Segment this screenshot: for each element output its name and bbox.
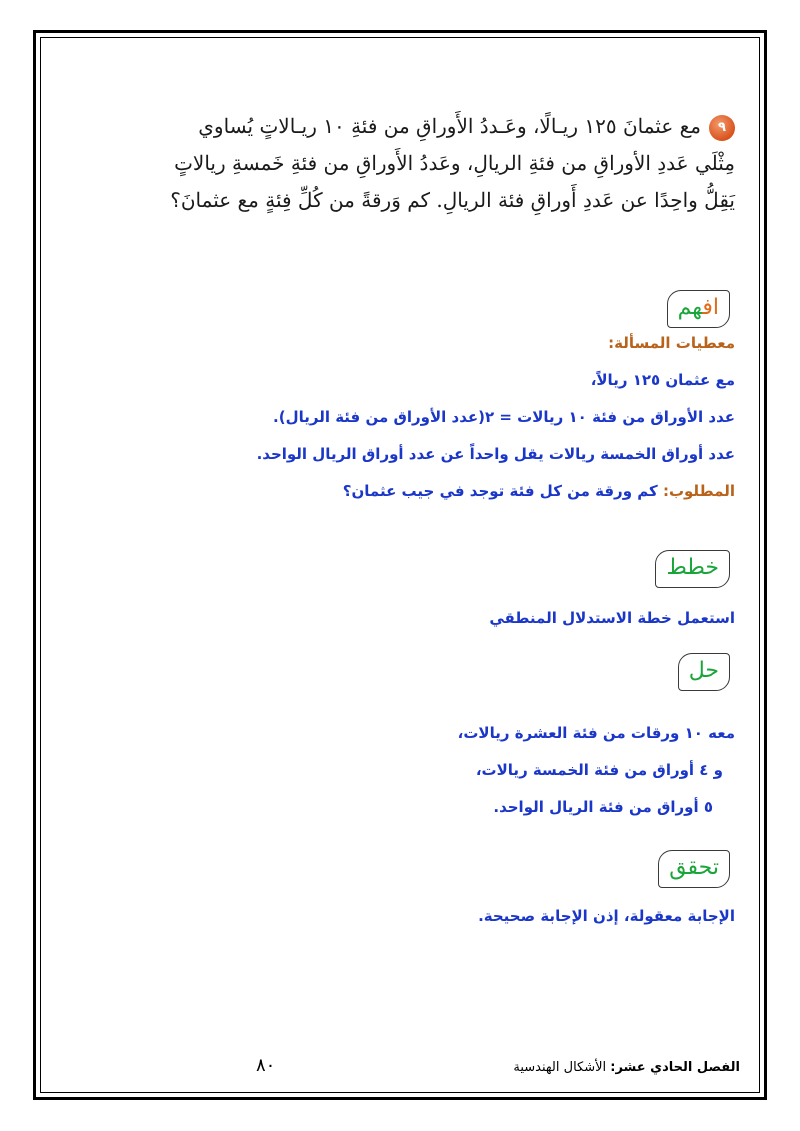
footer-chapter: الفصل الحادي عشر:	[610, 1060, 740, 1075]
given-line: عدد أوراق الخمسة ريالات يقل واحداً عن عدد أوراق الريال الواحد.	[256, 445, 735, 463]
tab-solve: حل	[678, 653, 730, 691]
plan-section	[70, 600, 735, 637]
problem-line: مِثْلَي عَددِ الأوراقِ من فئةِ الريالِ، وعَددُ الأَوراقِ من فئةِ خَمسةِ ريالاتٍ	[174, 151, 735, 175]
givens-title: معطيات المسألة:	[608, 334, 735, 352]
page-number: ٨٠	[256, 1055, 276, 1076]
solve-section	[70, 715, 735, 826]
problem-line: يَقِلُّ واحِدًا عن عَددِ أَوراقِ فئة الريالِ. كم وَرقةً من كُلِّ فِئةٍ مع عثمانَ؟	[170, 188, 735, 212]
check-section	[70, 898, 735, 935]
solve-line: ٥ أوراق من فئة الريال الواحد.	[493, 798, 713, 816]
problem-number-badge: ٩	[709, 115, 735, 141]
problem-line	[70, 108, 735, 145]
required-text: كم ورقة من كل فئة توجد في جيب عثمان؟	[342, 482, 663, 500]
given-line: عدد الأوراق من فئة ١٠ ريالات = ٢(عدد الأوراق من فئة الريال).	[273, 408, 735, 426]
check-text: الإجابة معقولة، إذن الإجابة صحيحة.	[478, 907, 735, 925]
problem-line-text: مع عثمانَ ١٢٥ ريـالًا، وعَـددُ الأَوراقِ من فئةِ ١٠ ريـالاتٍ يُساوي	[198, 114, 701, 138]
plan-text: استعمل خطة الاستدلال المنطقي	[489, 609, 735, 627]
given-line: مع عثمان ١٢٥ ريالاً،	[590, 371, 735, 389]
footer-topic: الأشكال الهندسية	[513, 1060, 607, 1075]
problem-statement	[70, 108, 735, 219]
required-line	[70, 473, 735, 510]
solve-line: معه ١٠ ورقات من فئة العشرة ريالات،	[457, 724, 735, 742]
tab-check: تحقق	[658, 850, 730, 888]
givens-section	[70, 325, 735, 510]
tab-understand	[667, 290, 730, 328]
solve-line: و ٤ أوراق من فئة الخمسة ريالات،	[475, 761, 723, 779]
page-footer	[60, 1055, 740, 1076]
tab-plan: خطط	[655, 550, 730, 588]
tab-understand-suffix: هم	[677, 295, 703, 320]
required-label: المطلوب:	[662, 482, 735, 500]
tab-understand-prefix: اف	[702, 295, 719, 320]
